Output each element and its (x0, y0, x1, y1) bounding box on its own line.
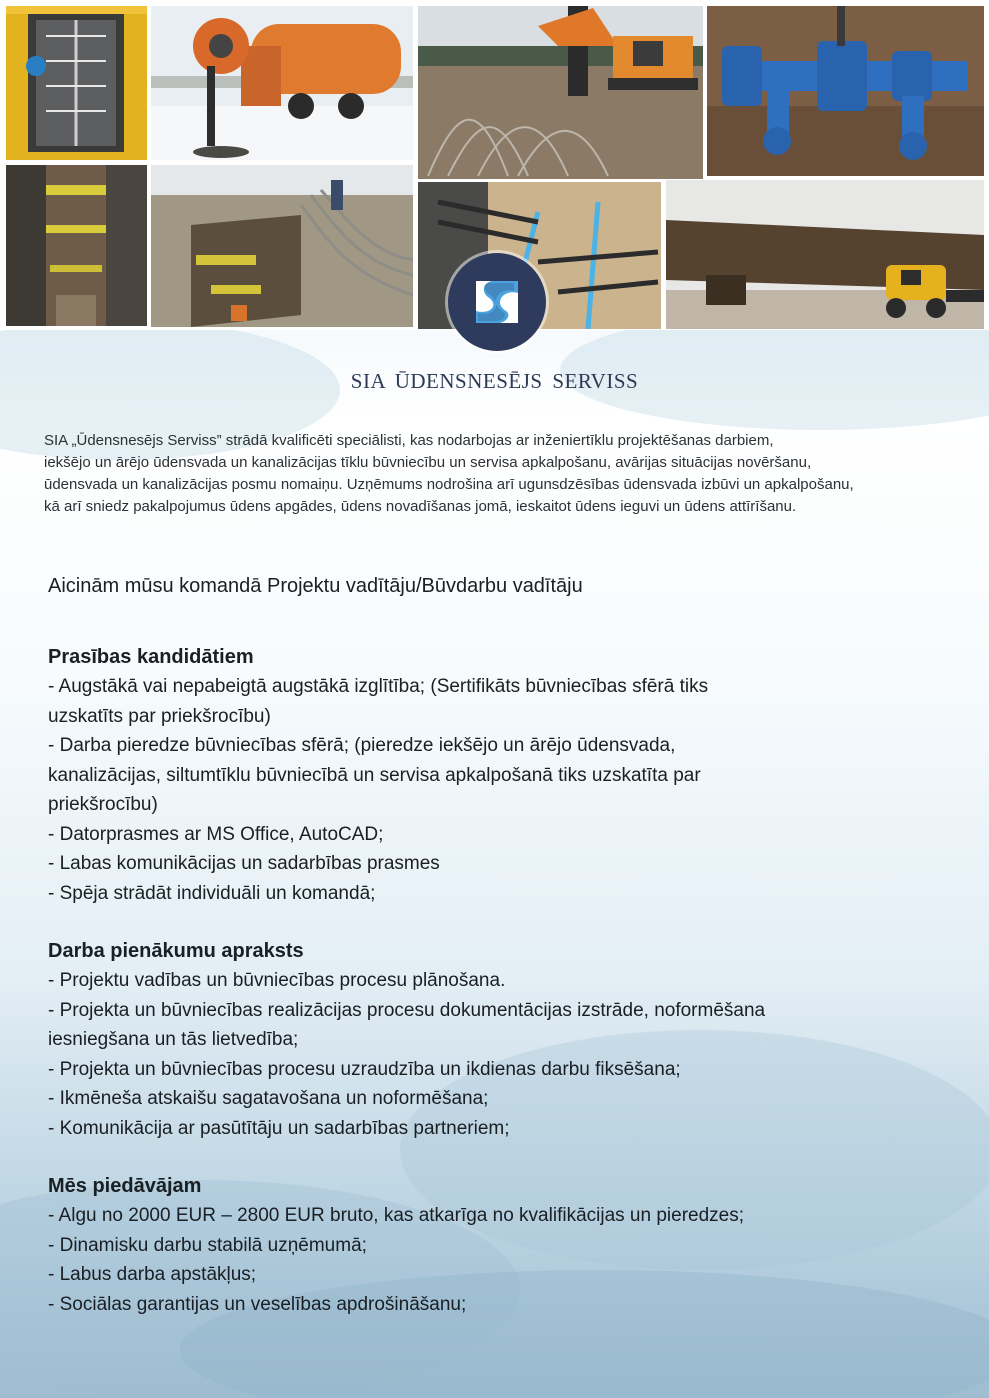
offer-line: - Labus darba apstākļus; (48, 1264, 257, 1285)
intro-line: kā arī sniedz pakalpojumus ūdens apgādes, ūdens novadīšanas jomā, ieskaitot ūdens ieguvi un ūdens attīrīšanu. (44, 498, 797, 515)
requirements-section (48, 642, 928, 908)
intro-line: iekšējo un ārējo ūdensvada un kanalizācijas tīklu būvniecību un servisa apkalpošanu, avārijas situācijas novēršanu, (44, 454, 812, 471)
photo-blue-valves (707, 6, 984, 176)
intro-line: SIA „Ūdensnesējs Serviss” strādā kvalificēti speciālisti, kas nodarbojas ar inženiertīklu projektēšanas darbiem, (44, 432, 774, 449)
duties-line: - Projektu vadības un būvniecības procesu plānošana. (48, 970, 506, 991)
company-title: SIA ŪDENSNESĒJS SERVISS (350, 369, 639, 393)
company-intro (44, 430, 954, 518)
requirements-line: priekšrocību) (48, 794, 158, 815)
requirements-line: - Labas komunikācijas un sadarbības prasmes (48, 853, 440, 874)
offer-section (48, 1171, 928, 1319)
photo-trench-pipes (151, 165, 413, 327)
offer-heading: Mēs piedāvājam (48, 1175, 202, 1197)
duties-section (48, 936, 928, 1143)
photo-trench-shoring (6, 165, 147, 326)
company-logo (448, 253, 546, 351)
requirements-line: uzskatīts par priekšrocību) (48, 705, 271, 727)
duties-line: - Ikmēneša atskaišu sagatavošana un noformēšana; (48, 1088, 489, 1109)
offer-line: - Algu no 2000 EUR – 2800 EUR bruto, kas atkarīga no kvalifikācijas un pieredzes; (48, 1205, 744, 1226)
duties-line: iesniegšana un tās lietvedība; (48, 1029, 299, 1050)
offer-line: - Sociālas garantijas un veselības apdrošināšanu; (48, 1293, 467, 1315)
intro-line: ūdensvada un kanalizācijas posmu nomaiņu. Uzņēmums nodrošina arī ugunsdzēsības ūdensvada izbūvi un apkalpošanu, (44, 476, 854, 493)
duties-line: - Projekta un būvniecības realizācijas procesu dokumentācijas izstrāde, noformēšana (48, 999, 766, 1021)
requirements-line: kanalizācijas, siltumtīklu būvniecībā un servisa apkalpošanā tiks uzskatīta par (48, 764, 701, 786)
duties-heading: Darba pienākumu apraksts (48, 940, 304, 962)
requirements-line: - Datorprasmes ar MS Office, AutoCAD; (48, 823, 384, 845)
photo-vacuum-truck (151, 6, 413, 160)
photo-shaft-interior (6, 6, 147, 160)
photo-excavation-machine (666, 180, 984, 329)
job-invitation: Aicinām mūsu komandā Projektu vadītāju/Būvdarbu vadītāju (48, 575, 583, 597)
duties-line: - Komunikācija ar pasūtītāju un sadarbības partneriem; (48, 1117, 510, 1139)
requirements-line: - Augstākā vai nepabeigtā augstākā izglītība; (Sertifikāts būvniecības sfērā tiks (48, 676, 709, 697)
requirements-line: - Spēja strādāt individuāli un komandā; (48, 882, 376, 904)
requirements-heading: Prasības kandidātiem (48, 646, 254, 668)
duties-line: - Projekta un būvniecības procesu uzraudzība un ikdienas darbu fiksēšana; (48, 1058, 681, 1080)
offer-line: - Dinamisku darbu stabilā uzņēmumā; (48, 1234, 367, 1256)
requirements-line: - Darba pieredze būvniecības sfērā; (pieredze iekšējo un ārējo ūdensvada, (48, 735, 676, 756)
photo-excavator (418, 6, 703, 179)
